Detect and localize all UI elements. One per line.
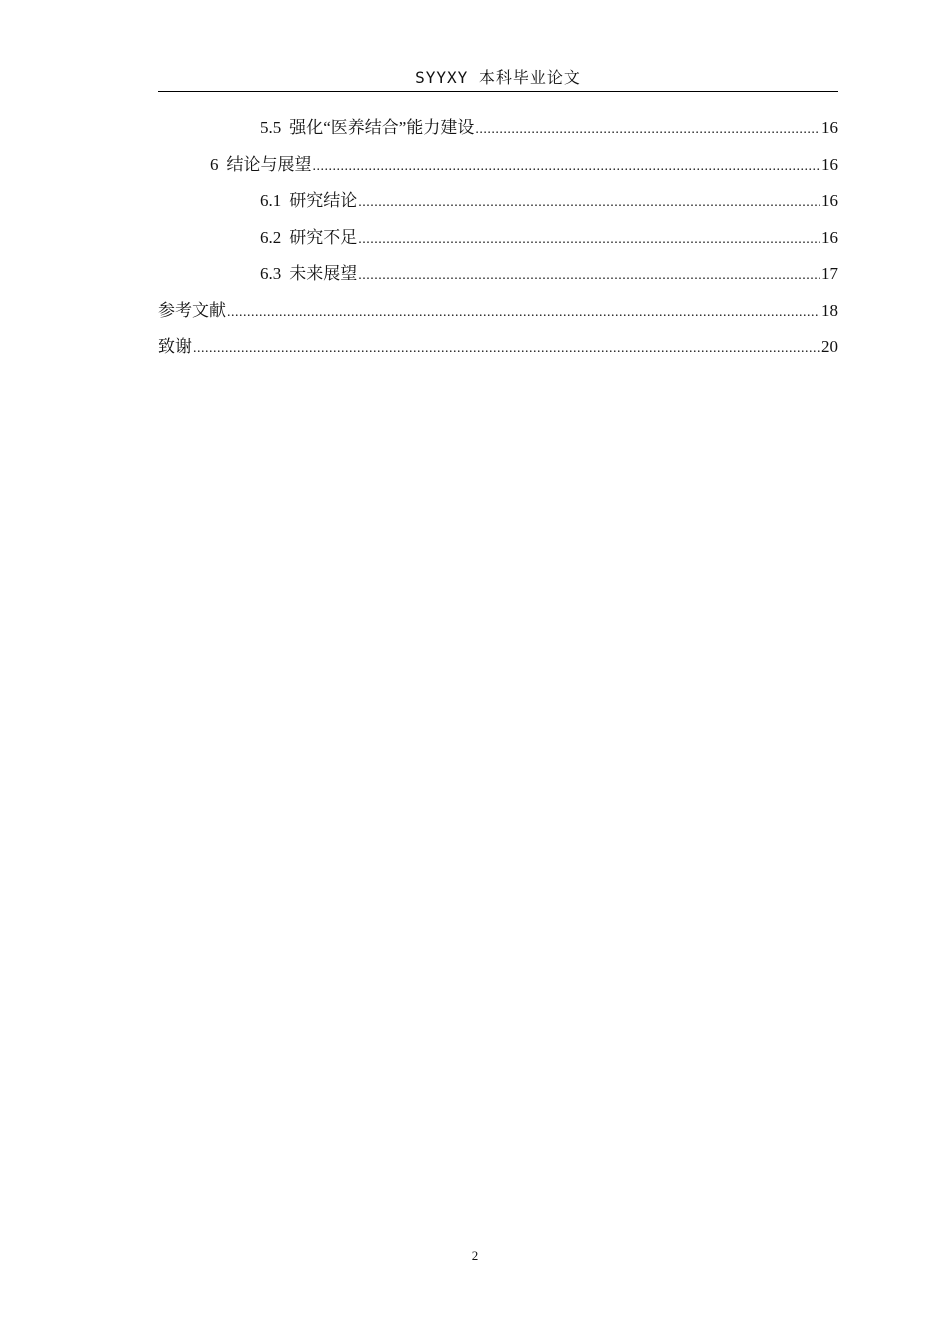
- toc-entry-references[interactable]: [158, 293, 838, 330]
- toc-entry-number: 6.1: [260, 191, 282, 210]
- toc-entry-label: [260, 220, 357, 257]
- toc-dot-leader: [358, 185, 820, 222]
- toc-dot-leader: [358, 258, 820, 295]
- toc-entry-acknowledgements[interactable]: [158, 329, 838, 366]
- toc-entry-6-3[interactable]: [158, 256, 838, 293]
- toc-dot-leader: [313, 149, 821, 186]
- page-number: 2: [471, 1248, 479, 1263]
- toc-entry-page: 18: [821, 300, 838, 320]
- toc-entry-title: 强化“医养结合”能力建设: [289, 118, 475, 137]
- toc-dot-leader: [475, 112, 820, 149]
- toc-entry-page: 16: [821, 227, 838, 247]
- table-of-contents: [158, 110, 838, 366]
- toc-entry-number: 6: [210, 154, 219, 174]
- toc-entry-page: 16: [821, 154, 838, 174]
- toc-entry-label: [260, 183, 357, 220]
- toc-entry-number: 6.2: [260, 227, 282, 247]
- header-rule: [158, 91, 838, 92]
- toc-entry-6[interactable]: [158, 147, 838, 184]
- toc-entry-label: [210, 147, 312, 184]
- toc-entry-page: 17: [821, 264, 838, 283]
- toc-entry-title: 未来展望: [289, 264, 358, 283]
- toc-entry-title: 研究不足: [289, 227, 358, 247]
- toc-dot-leader: [358, 222, 820, 259]
- toc-entry-6-1[interactable]: [158, 183, 838, 220]
- toc-entry-page: 16: [821, 191, 838, 210]
- toc-entry-title: 参考文献: [158, 300, 226, 320]
- toc-entry-number: 5.5: [260, 118, 282, 137]
- toc-entry-title: 致谢: [158, 337, 192, 356]
- toc-dot-leader: [193, 331, 820, 368]
- toc-entry-5-5[interactable]: [158, 110, 838, 147]
- toc-entry-label: [260, 256, 357, 293]
- toc-entry-page: 20: [821, 337, 838, 356]
- page-header-title: SYYXY 本科毕业论文: [415, 68, 581, 87]
- toc-entry-title: 结论与展望: [226, 154, 312, 174]
- toc-entry-label: [260, 110, 474, 147]
- toc-entry-page: 16: [821, 118, 838, 137]
- toc-dot-leader: [227, 295, 820, 332]
- toc-entry-6-2[interactable]: [158, 220, 838, 257]
- toc-entry-number: 6.3: [260, 264, 282, 283]
- toc-entry-title: 研究结论: [289, 191, 358, 210]
